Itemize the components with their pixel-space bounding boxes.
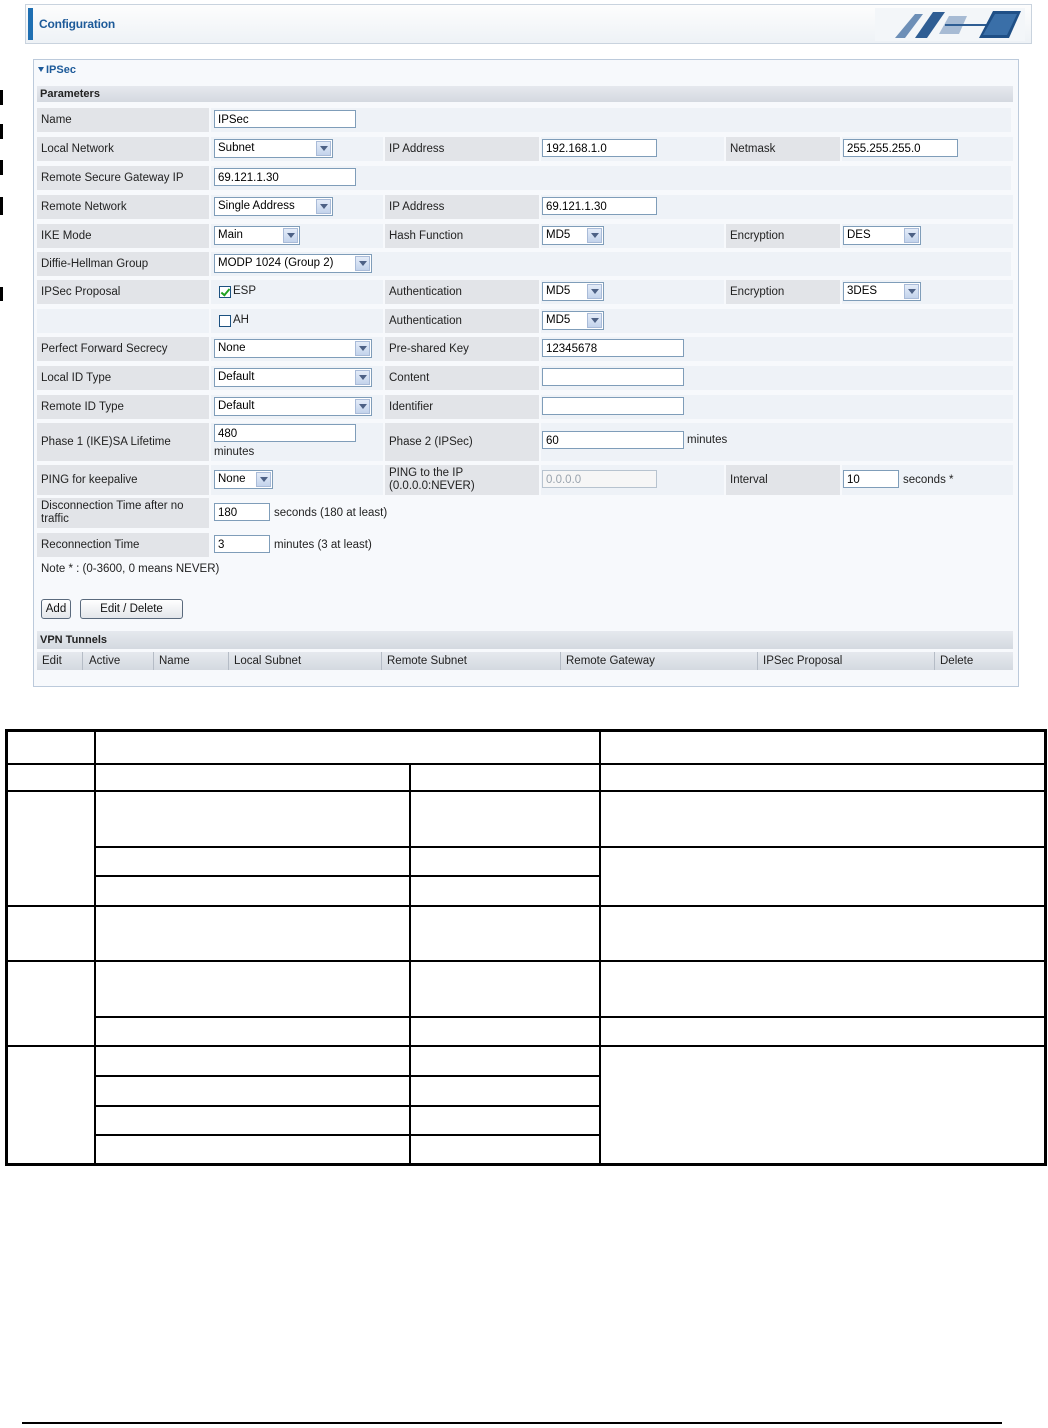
phase1-input[interactable]: 480 <box>214 424 356 442</box>
chevron-down-icon <box>355 399 370 414</box>
local-ip-label: IP Address <box>385 137 539 161</box>
phase2-input[interactable]: 60 <box>542 431 684 449</box>
row-remote-gateway <box>37 165 1013 191</box>
name-input[interactable]: IPSec <box>214 110 356 128</box>
esp-auth-label: Authentication <box>385 280 539 304</box>
col-active: Active <box>89 655 121 667</box>
page-footer-rule <box>22 1422 1002 1424</box>
chevron-down-icon <box>283 228 298 243</box>
netmask-input[interactable]: 255.255.255.0 <box>843 139 958 157</box>
row-ipsec-proposal-ah <box>37 308 1013 334</box>
ping-ip-label: PING to the IP (0.0.0.0:NEVER) <box>385 465 539 495</box>
row-remote-id <box>37 394 1013 420</box>
ipsec-panel <box>33 59 1019 687</box>
row-ipsec-proposal-esp <box>37 279 1013 305</box>
ike-mode-label: IKE Mode <box>37 224 209 248</box>
chevron-down-icon <box>587 228 602 243</box>
ping-keepalive-select[interactable]: None <box>214 470 273 489</box>
remote-gateway-input[interactable]: 69.121.1.30 <box>214 168 356 186</box>
chevron-down-icon <box>355 341 370 356</box>
phase2-unit: minutes <box>687 434 728 446</box>
col-edit: Edit <box>42 655 62 667</box>
chevron-down-icon <box>904 228 919 243</box>
edit-delete-button[interactable]: Edit / Delete <box>80 599 183 619</box>
phase2-label: Phase 2 (IPSec) <box>385 423 539 461</box>
vpn-tunnels-table-header <box>37 652 1013 670</box>
row-ping <box>37 464 1013 496</box>
page-title: Configuration <box>39 17 116 31</box>
margin-mark <box>0 90 3 105</box>
reconnection-input[interactable]: 3 <box>214 535 270 553</box>
row-disconnection <box>37 497 1013 529</box>
ipsec-proposal-label: IPSec Proposal <box>37 280 209 304</box>
local-id-select[interactable]: Default <box>214 368 372 387</box>
margin-mark <box>0 160 3 175</box>
remote-id-label: Remote ID Type <box>37 395 209 419</box>
remote-ip-label: IP Address <box>385 195 539 219</box>
esp-auth-select[interactable]: MD5 <box>542 282 604 301</box>
phase1-unit: minutes <box>214 446 255 458</box>
col-local-subnet: Local Subnet <box>234 655 302 667</box>
esp-label: ESP <box>233 285 257 297</box>
row-name <box>37 107 1013 133</box>
local-ip-input[interactable]: 192.168.1.0 <box>542 139 657 157</box>
interval-label: Interval <box>726 465 840 495</box>
pfs-label: Perfect Forward Secrecy <box>37 337 209 361</box>
ike-encryption-label: Encryption <box>726 224 840 248</box>
esp-checkbox[interactable] <box>219 286 231 298</box>
remote-network-label: Remote Network <box>37 195 209 219</box>
local-network-label: Local Network <box>37 137 209 161</box>
netmask-label: Netmask <box>726 137 840 161</box>
reconnection-unit: minutes (3 at least) <box>274 539 372 551</box>
vpn-tunnels-header: VPN Tunnels <box>37 631 1013 649</box>
chevron-down-icon <box>587 284 602 299</box>
ah-auth-label: Authentication <box>385 309 539 333</box>
chevron-down-icon <box>256 472 271 487</box>
esp-encryption-label: Encryption <box>726 280 840 304</box>
add-button[interactable]: Add <box>41 599 71 619</box>
content-label: Content <box>385 366 539 390</box>
disconnection-label: Disconnection Time after no traffic <box>37 498 209 528</box>
row-remote-network <box>37 194 1013 220</box>
row-pfs <box>37 336 1013 362</box>
note-text: Note * : (0-3600, 0 means NEVER) <box>41 563 220 575</box>
chevron-down-icon <box>316 199 331 214</box>
interval-input[interactable]: 10 <box>843 470 899 488</box>
remote-id-select[interactable]: Default <box>214 397 372 416</box>
row-reconnection <box>37 532 1013 558</box>
ping-ip-input[interactable]: 0.0.0.0 <box>542 470 657 488</box>
ike-encryption-select[interactable]: DES <box>843 226 921 245</box>
name-label: Name <box>37 108 209 132</box>
reconnection-label: Reconnection Time <box>37 533 209 557</box>
esp-encryption-select[interactable]: 3DES <box>843 282 921 301</box>
row-local-id <box>37 365 1013 391</box>
empty-grid-table <box>5 729 1047 1166</box>
disconnection-input[interactable]: 180 <box>214 503 270 521</box>
interval-unit: seconds * <box>903 474 954 486</box>
local-id-label: Local ID Type <box>37 366 209 390</box>
col-delete: Delete <box>940 655 974 667</box>
psk-input[interactable]: 12345678 <box>542 339 684 357</box>
col-remote-subnet: Remote Subnet <box>387 655 467 667</box>
content-input[interactable] <box>542 368 684 386</box>
disconnection-unit: seconds (180 at least) <box>274 507 388 519</box>
margin-mark <box>0 287 3 301</box>
ah-label: AH <box>233 314 249 326</box>
network-logo-icon <box>875 8 1025 41</box>
config-header <box>25 4 1032 44</box>
row-ike-mode <box>37 223 1013 249</box>
dh-group-select[interactable]: MODP 1024 (Group 2) <box>214 254 372 273</box>
chevron-down-icon <box>316 141 331 156</box>
chevron-down-icon <box>355 370 370 385</box>
ipsec-section-toggle[interactable]: IPSec <box>38 64 76 76</box>
collapse-triangle-icon <box>38 67 44 72</box>
margin-mark <box>0 197 3 215</box>
col-remote-gateway: Remote Gateway <box>566 655 655 667</box>
row-dh-group <box>37 251 1013 277</box>
chevron-down-icon <box>355 256 370 271</box>
remote-gateway-label: Remote Secure Gateway IP <box>37 166 209 190</box>
row-local-network <box>37 136 1013 162</box>
identifier-input[interactable] <box>542 397 684 415</box>
local-network-select[interactable]: Subnet <box>214 139 333 158</box>
identifier-label: Identifier <box>385 395 539 419</box>
chevron-down-icon <box>904 284 919 299</box>
row-phase1 <box>37 422 1013 462</box>
pfs-select[interactable]: None <box>214 339 372 358</box>
parameters-header: Parameters <box>37 86 1013 102</box>
col-name: Name <box>159 655 190 667</box>
header-accent-bar <box>28 8 33 40</box>
ping-label: PING for keepalive <box>37 465 209 495</box>
ah-auth-select[interactable]: MD5 <box>542 311 604 330</box>
ah-checkbox[interactable] <box>219 315 231 327</box>
ike-mode-select[interactable]: Main <box>214 226 300 245</box>
chevron-down-icon <box>587 313 602 328</box>
col-ipsec-proposal: IPSec Proposal <box>763 655 843 667</box>
phase1-label: Phase 1 (IKE)SA Lifetime <box>37 423 209 461</box>
hash-function-select[interactable]: MD5 <box>542 226 604 245</box>
hash-function-label: Hash Function <box>385 224 539 248</box>
margin-mark <box>0 124 3 139</box>
psk-label: Pre-shared Key <box>385 337 539 361</box>
remote-network-select[interactable]: Single Address <box>214 197 333 216</box>
dh-group-label: Diffie-Hellman Group <box>37 252 209 276</box>
remote-ip-input[interactable]: 69.121.1.30 <box>542 197 657 215</box>
